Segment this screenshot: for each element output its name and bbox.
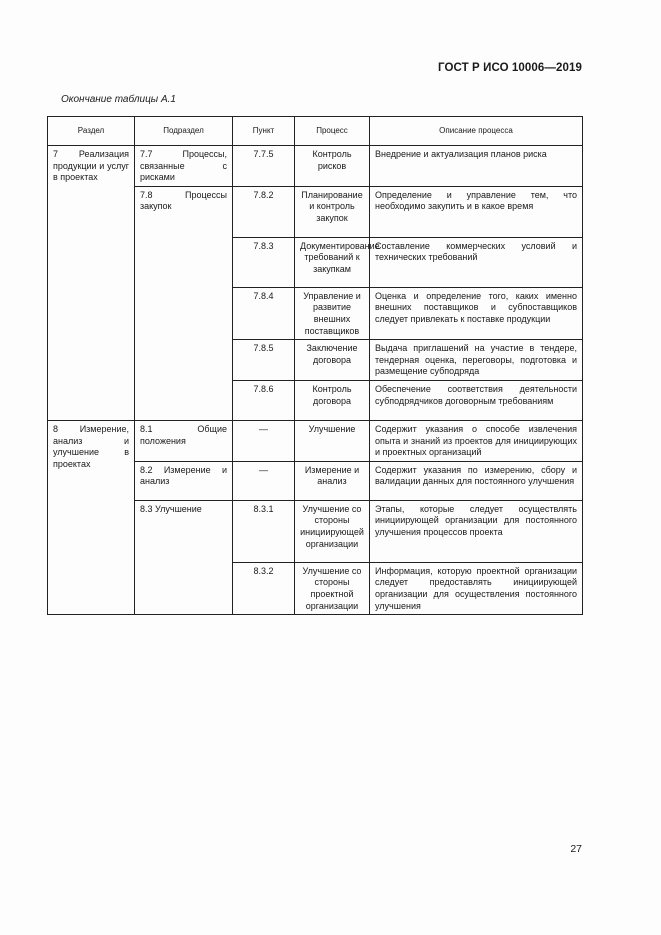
subsection-cell: 8.3 Улучшение: [135, 500, 233, 614]
description-cell: Содержит указания о способе извлечения опыта и знаний из проектов для инициирующих и проектных организаций: [370, 420, 583, 461]
description-cell: Оценка и определение того, каких именно внешних поставщиков и субпоставщиков следует привлекать к поставке продукции: [370, 287, 583, 339]
page-number: 27: [570, 843, 582, 855]
description-cell: Содержит указания по измерению, сбору и валидации данных для постоянного улучшения: [370, 461, 583, 500]
process-cell: Улучшение со стороны проектной организации: [295, 562, 370, 614]
process-cell: Контроль рисков: [295, 146, 370, 187]
process-cell: Документирование требований к закупкам: [295, 237, 370, 287]
process-cell: Управление и развитие внешних поставщиков: [295, 287, 370, 339]
clause-cell: 7.8.5: [233, 340, 295, 381]
process-cell: Планирование и контроль закупок: [295, 186, 370, 237]
process-cell: Контроль договора: [295, 380, 370, 420]
table-row: [48, 420, 583, 461]
clause-cell: 7.8.2: [233, 186, 295, 237]
section-label: 7 Реализация продукции и услуг в проектах: [53, 149, 129, 183]
subsection-cell: 8.1 Общие положения: [135, 420, 233, 461]
section-cell: [48, 420, 135, 614]
subsection-cell: 7.8 Процессы закупок: [135, 186, 233, 420]
clause-cell: —: [233, 461, 295, 500]
process-cell: Измерение и анализ: [295, 461, 370, 500]
table-header-row: [48, 117, 583, 146]
description-cell: Выдача приглашений на участие в тендере, тендерная оценка, переговоры, подготовка и размещение субподряда: [370, 340, 583, 381]
process-cell: Улучшение: [295, 420, 370, 461]
process-cell: Заключение договора: [295, 340, 370, 381]
process-cell: Улучшение со стороны инициирующей организации: [295, 500, 370, 562]
description-cell: Обеспечение соответствия деятельности субподрядчиков договорным требованиям: [370, 380, 583, 420]
subsection-cell: 8.2 Измерение и анализ: [135, 461, 233, 500]
clause-cell: 8.3.2: [233, 562, 295, 614]
description-cell: Информация, которую проектной организации следует предоставлять инициирующей организации для осуществления постоянного улучшения: [370, 562, 583, 614]
table-row: [48, 146, 583, 187]
clause-cell: —: [233, 420, 295, 461]
description-cell: Определение и управление тем, что необходимо закупить и в какое время: [370, 186, 583, 237]
clause-cell: 8.3.1: [233, 500, 295, 562]
column-header-process: Процесс: [295, 117, 370, 146]
clause-cell: 7.7.5: [233, 146, 295, 187]
column-header-description: Описание процесса: [370, 117, 583, 146]
description-cell: Составление коммерческих условий и технических требований: [370, 237, 583, 287]
clause-cell: 7.8.4: [233, 287, 295, 339]
column-header-podrazdel: Подраздел: [135, 117, 233, 146]
clause-cell: 7.8.3: [233, 237, 295, 287]
column-header-punkt: Пункт: [233, 117, 295, 146]
process-table: [47, 116, 583, 615]
description-cell: Этапы, которые следует осуществлять инициирующей организации для постоянного улучшения процессов проекта: [370, 500, 583, 562]
section-cell: [48, 146, 135, 421]
subsection-cell: 7.7 Процессы, связанные с рисками: [135, 146, 233, 187]
section-label: 8 Измерение, анализ и улучшение в проектах: [53, 423, 129, 469]
column-header-razdel: Раздел: [48, 117, 135, 146]
clause-cell: 7.8.6: [233, 380, 295, 420]
table-caption: Окончание таблицы А.1: [61, 94, 176, 105]
document-standard-header: ГОСТ Р ИСО 10006—2019: [437, 62, 582, 74]
description-cell: Внедрение и актуализация планов риска: [370, 146, 583, 187]
